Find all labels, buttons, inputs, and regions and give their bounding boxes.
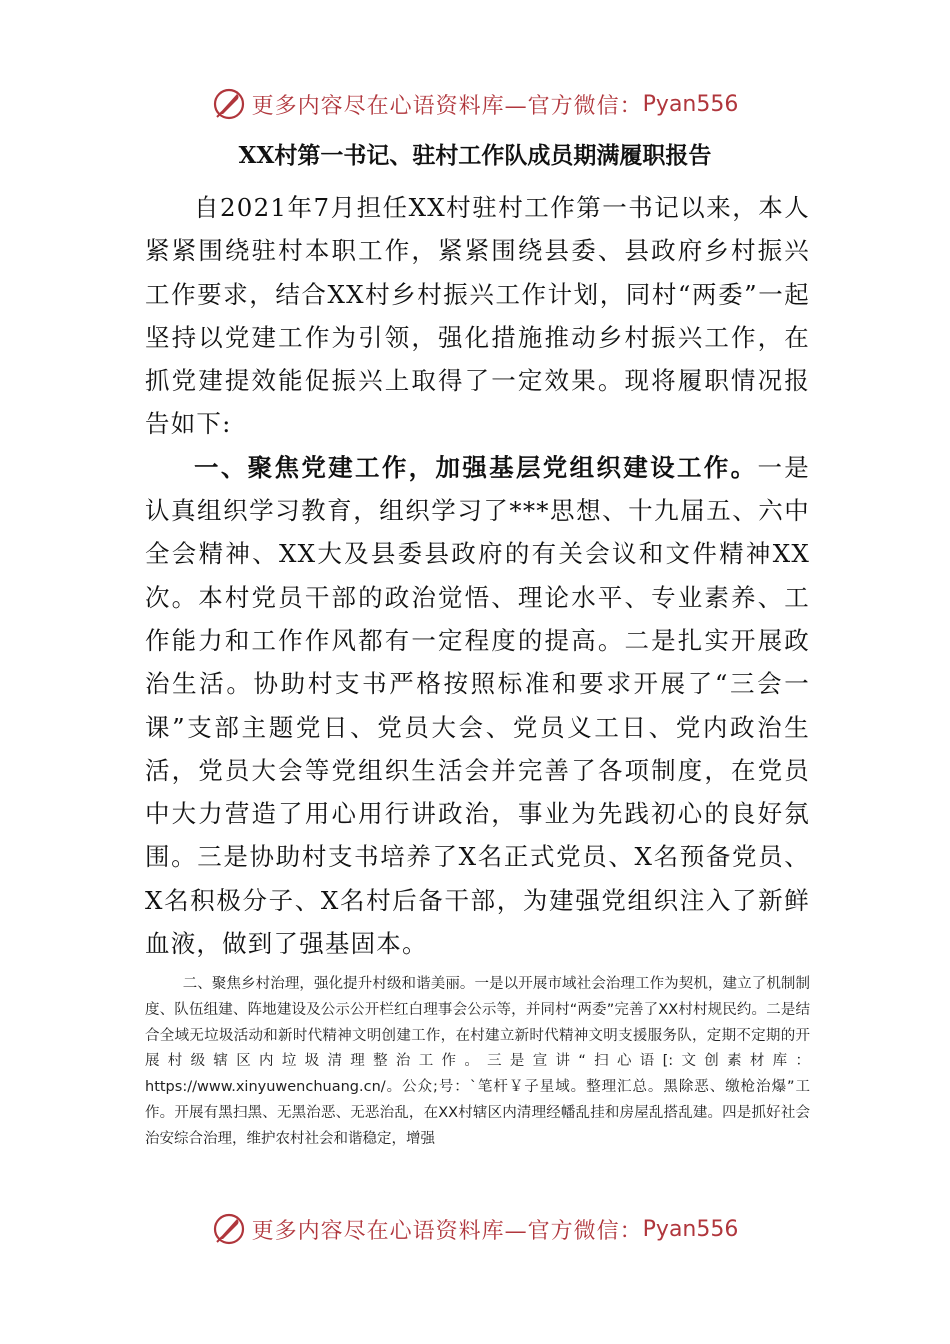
- section2-paragraph: 二、聚焦乡村治理，强化提升村级和谐美丽。一是以开展市域社会治理工作为契机，建立了机制制度、队伍组建、阵地建设及公示公开栏红白理事会公示等，并同村“两委”完善了XX村村规民约。二是结合全域无垃圾活动和新时代精神文明创建工作，在村建立新时代精神文明支援服务队，定期不定期的开展村级辖区内垃圾清理整治工作。三是宣讲“扫心语[:文创素材库：https://www.xinyuwenchuang.cn/。公众;号：`笔杆￥子星域。整理汇总。黑除恶、缴枪治爆”工作。开展有黑扫黑、无黑治恶、无恶治乱，在XX村辖区内清理经幡乱挂和房屋乱搭乱建。四是抓好社会治安综合治理，维护农村社会和谐稳定，增强: [145, 976, 810, 1147]
- section1-heading: 一、聚焦党建工作，加强基层党组织建设工作。: [194, 452, 758, 482]
- small-body: [145, 972, 810, 1153]
- banner-text: 更多内容尽在心语资料库—官方微信：: [251, 1218, 643, 1244]
- banner-text: 更多内容尽在心语资料库—官方微信：: [251, 93, 643, 119]
- quill-pen-logo-icon: [212, 87, 246, 121]
- banner-handle: Pyan556: [642, 91, 739, 117]
- main-body: [145, 186, 810, 965]
- section1-body: 一是认真组织学习教育，组织学习了***思想、十九届五、六中全会精神、XX大及县委县政府的有关会议和文件精神XX次。本村党员干部的政治觉悟、理论水平、专业素养、工作能力和工作作风都有一定程度的提高。二是扎实开展政治生活。协助村支书严格按照标准和要求开展了“三会一课”支部主题党日、党员大会、党员义工日、党内政治生活，党员大会等党组织生活会并完善了各项制度，在党员中大力营造了用心用行讲政治，事业为先践初心的良好氛围。三是协助村支书培养了X名正式党员、X名预备党员、X名积极分子、X名村后备干部，为建强党组织注入了新鲜血液，做到了强基固本。: [145, 452, 811, 959]
- banner-handle: Pyan556: [642, 1216, 739, 1242]
- footer-banner: [0, 1206, 950, 1252]
- intro-paragraph: 自2021年7月担任XX村驻村工作第一书记以来，本人紧紧围绕驻村本职工作，紧紧围绕县委、县政府乡村振兴工作要求，结合XX村乡村振兴工作计划，同村“两委”一起坚持以党建工作为引领，强化措施推动乡村振兴工作，在抓党建提效能促振兴上取得了一定效果。现将履职情况报告如下:: [145, 193, 810, 439]
- document-title: XX村第一书记、驻村工作队成员期满履职报告: [238, 142, 712, 169]
- header-banner: [0, 81, 950, 127]
- quill-pen-logo-icon: [212, 1212, 246, 1246]
- section1-paragraph: [145, 446, 810, 966]
